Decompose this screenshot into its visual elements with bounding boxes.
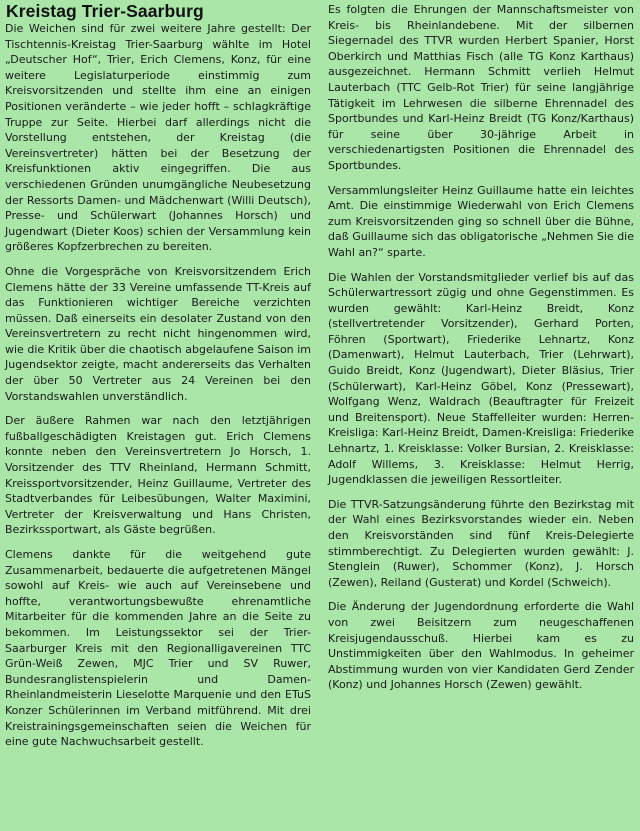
article-headline: Kreistag Trier-Saarburg	[6, 1, 204, 21]
paragraph: Ohne die Vorgespräche von Kreisvorsitzendem Erich Clemens hätte der 33 Vereine umfassende TT-Kreis auf das Funktionieren wichtiger Bereiche verzichten müssen. Daß einerseits ein desolater Zustand von den Vereinsvertretern zu recht nicht hingenommen wird, wie die Kritik über die chaotisch abgelaufene Saison im Jugendsektor zeigte, macht andererseits das Verhalten der über 50 Vertreter aus 24 Vereinen bei den Vorstandswahlen unverständlich.	[5, 264, 311, 403]
paragraph: Der äußere Rahmen war nach den letztjährigen fußballgeschädigten Kreistagen gut. Erich Clemens konnte neben den Vereinsvertretern Jo Horsch, 1. Vorsitzender des TTV Rheinland, Hermann Schmitt, Kreissportvorsitzender, Heinz Guillaume, Vertreter des Stadtverbandes für Leibesübungen, Walter Maximini, Vertreter der Kreisverwaltung und Hans Christen, Bezirkssportwart, als Gäste begrüßen.	[5, 414, 311, 537]
paragraph: Die Wahlen der Vorstandsmitglieder verlief bis auf das Schülerwartressort zügig und ohne Gegenstimmen. Es wurden gewählt: Karl-Heinz Breidt, Konz (stellvertretender Vorsitzender), Gerhard Porten, Föhren (Sportwart), Friederike Lehnartz, Konz (Damenwart), Helmut Lauterbach, Trier (Lehrwart), Guido Breidt, Konz (Jugendwart), Dieter Bläsius, Trier (Schülerwart), Karl-Heinz Göbel, Konz (Pressewart), Wolfgang Wenz, Waldrach (Beauftragter für Freizeit und Breitensport). Neue Staffelleiter wurden: Herren-Kreisliga: Karl-Heinz Breidt, Damen-Kreisliga: Friederike Lehnartz, 1. Kreisklasse: Volker Bursian, 2. Kreisklasse: Adolf Willems, 3. Kreisklasse: Helmut Herrig, Jugendklassen die jeweiligen Ressortleiter.	[328, 270, 634, 487]
right-column	[328, 2, 634, 693]
paragraph: Versammlungsleiter Heinz Guillaume hatte ein leichtes Amt. Die einstimmige Wiederwahl von Erich Clemens zum Kreisvorsitzenden ging so schnell über die Bühne, daß Guillaume sich das obligatorische „Nehmen Sie die Wahl an?“ sparte.	[328, 183, 634, 259]
paragraph: Die Weichen sind für zwei weitere Jahre gestellt: Der Tischtennis-Kreistag Trier-Saarburg wählte im Hotel „Deutscher Hof“, Trier, Erich Clemens, Konz, für eine weitere Legislaturperiode einstimmig zum Kreisvorsitzenden und stellte ihm eine an einigen Positionen veränderte – wie jeder hofft – schlagkräftige Truppe zur Seite. Hierbei darf allerdings nicht die Vorstellung entstehen, der Kreistag (die Vereinsvertreter) hätten bei der Besetzung der Kreisfunktionen aktiv eingegriffen. Die aus verschiedenen Gründen unumgängliche Neubesetzung der Ressorts Damen- und Mädchenwart (Willi Deutsch), Presse- und Schülerwart (Johannes Horsch) und Jugendwart (Dieter Koos) schien der Versammlung kein größeres Kopfzerbrechen zu bereiten.	[5, 22, 311, 254]
paragraph: Die TTVR-Satzungsänderung führte den Bezirkstag mit der Wahl eines Bezirksvorstandes wieder ein. Neben den Kreisvorständen sind fünf Kreis-Delegierte stimmberechtigt. Zu Delegierten wurden gewählt: J. Stenglein (Ruwer), Schommer (Konz), J. Horsch (Zewen), Reiland (Gusterat) und Kordel (Schweich).	[328, 497, 634, 589]
left-column	[5, 21, 311, 750]
paragraph: Es folgten die Ehrungen der Mannschaftsmeister von Kreis- bis Rheinlandebene. Mit der silbernen Siegernadel des TTVR wurden Herbert Spanier, Horst Oberkirch und Matthias Fisch (alle TG Konz Karthaus) ausgezeichnet. Hermann Schmitt verlieh Helmut Lauterbach (TTC Gelb-Rot Trier) für seine langjährige Tätigkeit im Lehrwesen die silberne Ehrennadel des Sportbundes und Karl-Heinz Breidt (TG Konz/Karthaus) für seine über 30-jährige Arbeit in verschiedenartigsten Positionen die Ehrennadel des Sportbundes.	[328, 3, 634, 172]
paragraph: Clemens dankte für die weitgehend gute Zusammenarbeit, bedauerte die aufgetretenen Mängel sowohl auf Kreis- wie auch auf Vereinsebene und hoffte, verantwortungsbewußte ehrenamtliche Mitarbeiter für die kommenden Jahre an die Seite zu bekommen. Im Leistungssektor sei der Trier-Saarburger Kreis mit den Regionalligavereinen TTC Grün-Weiß Zewen, MJC Trier und SV Ruwer, Bundesranglistenspielerin und Damen-Rheinlandmeisterin Lieselotte Marquenie und den ETuS Konzer Schülerinnen im Verband mitführend. Mit drei Kreistrainingsgemeinschaften seien die Weichen für eine gute Nachwuchsarbeit gestellt.	[5, 548, 311, 749]
paragraph: Die Änderung der Jugendordnung erforderte die Wahl von zwei Beisitzern zum neugeschaffenen Kreisjugendausschuß. Hierbei kam es zu Unstimmigkeiten über den Wahlmodus. In geheimer Abstimmung wurden von vier Kandidaten Gerd Zender (Konz) und Johannes Horsch (Zewen) gewählt.	[328, 600, 634, 692]
